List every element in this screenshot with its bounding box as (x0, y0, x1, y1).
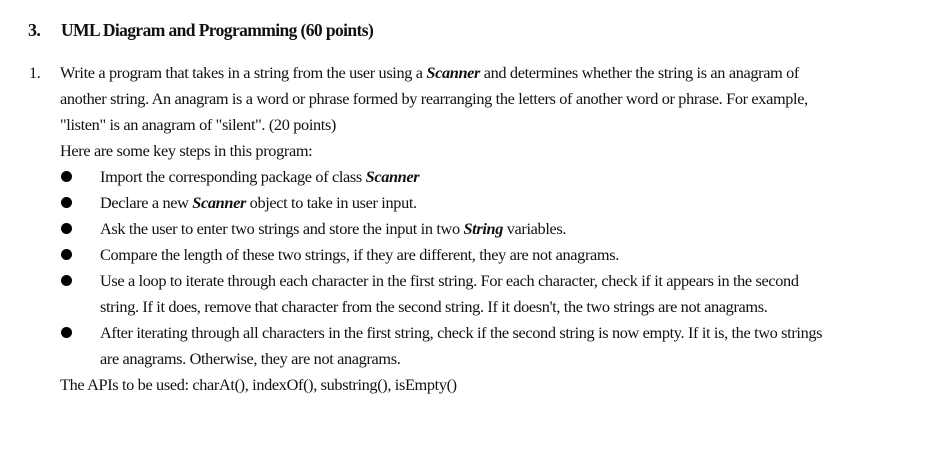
steps-intro: Here are some key steps in this program: (60, 141, 313, 160)
question-body (60, 60, 840, 398)
bullet-icon (61, 275, 72, 286)
question-number: 1. (29, 63, 41, 82)
list-item: Declare a new Scanner object to take in user input. (60, 190, 840, 216)
section-title: UML Diagram and Programming (60 points) (61, 20, 374, 40)
bullet-icon (61, 171, 72, 182)
bullet-icon (61, 197, 72, 208)
bullet-icon (61, 249, 72, 260)
list-item: Use a loop to iterate through each character in the first string. For each character, check if it appears in the second string. If it does, remove that character from the second string. If it doesn't, the two strings are not anagrams. (60, 268, 840, 320)
list-item: Ask the user to enter two strings and store the input in two String variables. (60, 216, 840, 242)
list-item: Import the corresponding package of class Scanner (60, 164, 840, 190)
section-heading (28, 20, 373, 41)
list-item: Compare the length of these two strings, if they are different, they are not anagrams. (60, 242, 840, 268)
apis-line: The APIs to be used: charAt(), indexOf(), substring(), isEmpty() (60, 375, 457, 394)
bullet-icon (61, 223, 72, 234)
scanner-keyword: Scanner (426, 63, 481, 82)
list-item: After iterating through all characters in the first string, check if the second string is now empty. If it is, the two strings are anagrams. Otherwise, they are not anagrams. (60, 320, 840, 372)
steps-list (60, 164, 840, 372)
question-intro: Write a program that takes in a string from the user using a Scanner and determines whether the string is an anagram of another string. An anagram is a word or phrase formed by rearranging the letters of another word or phrase. For example, "listen" is an anagram of "silent". (20 points) (60, 63, 808, 134)
section-number: 3. (28, 20, 41, 40)
bullet-icon (61, 327, 72, 338)
